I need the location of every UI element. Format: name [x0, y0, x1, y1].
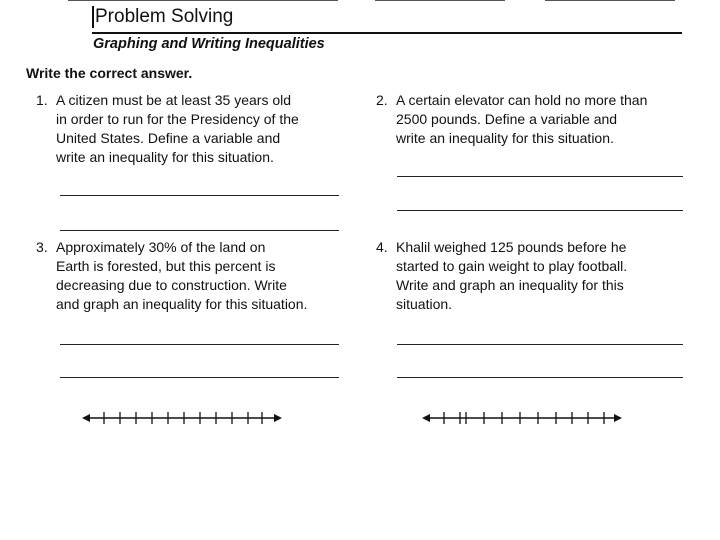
problem-number: 3. — [36, 239, 48, 255]
right-arrow-icon — [614, 414, 622, 422]
problem-text: A citizen must be at least 35 years old in order to run for the Presidency of the United States. Define a variable and write an inequality for this situation. — [56, 92, 299, 165]
answer-line-1a[interactable] — [60, 195, 339, 196]
problem-number: 2. — [376, 92, 388, 108]
answer-line-2b[interactable] — [397, 210, 683, 211]
instructions: Write the correct answer. — [26, 65, 193, 81]
top-rule — [375, 0, 505, 1]
answer-line-1b[interactable] — [60, 230, 339, 231]
page-title: Problem Solving — [92, 6, 233, 28]
number-line-4[interactable] — [422, 408, 622, 428]
problem-text: Khalil weighed 125 pounds before he started to gain weight to play football. Write and graph an inequality for this situation. — [396, 239, 628, 312]
answer-line-4a[interactable] — [397, 344, 683, 345]
page-subtitle: Graphing and Writing Inequalities — [93, 36, 325, 52]
problem-text: Approximately 30% of the land on Earth is forested, but this percent is decreasing due to construction. Write and graph an inequality for this situation. — [56, 239, 308, 312]
left-arrow-icon — [422, 414, 430, 422]
answer-line-2a[interactable] — [397, 176, 683, 177]
number-line-3[interactable] — [82, 408, 282, 428]
problem-number: 4. — [376, 239, 388, 255]
answer-line-3a[interactable] — [60, 344, 339, 345]
top-rule — [545, 0, 675, 1]
right-arrow-icon — [274, 414, 282, 422]
title-underline — [92, 32, 682, 34]
answer-line-3b[interactable] — [60, 377, 339, 378]
top-rule — [68, 0, 338, 1]
problem-number: 1. — [36, 92, 48, 108]
answer-line-4b[interactable] — [397, 377, 683, 378]
problem-text: A certain elevator can hold no more than 2500 pounds. Define a variable and write an inequality for this situation. — [396, 92, 648, 146]
left-arrow-icon — [82, 414, 90, 422]
